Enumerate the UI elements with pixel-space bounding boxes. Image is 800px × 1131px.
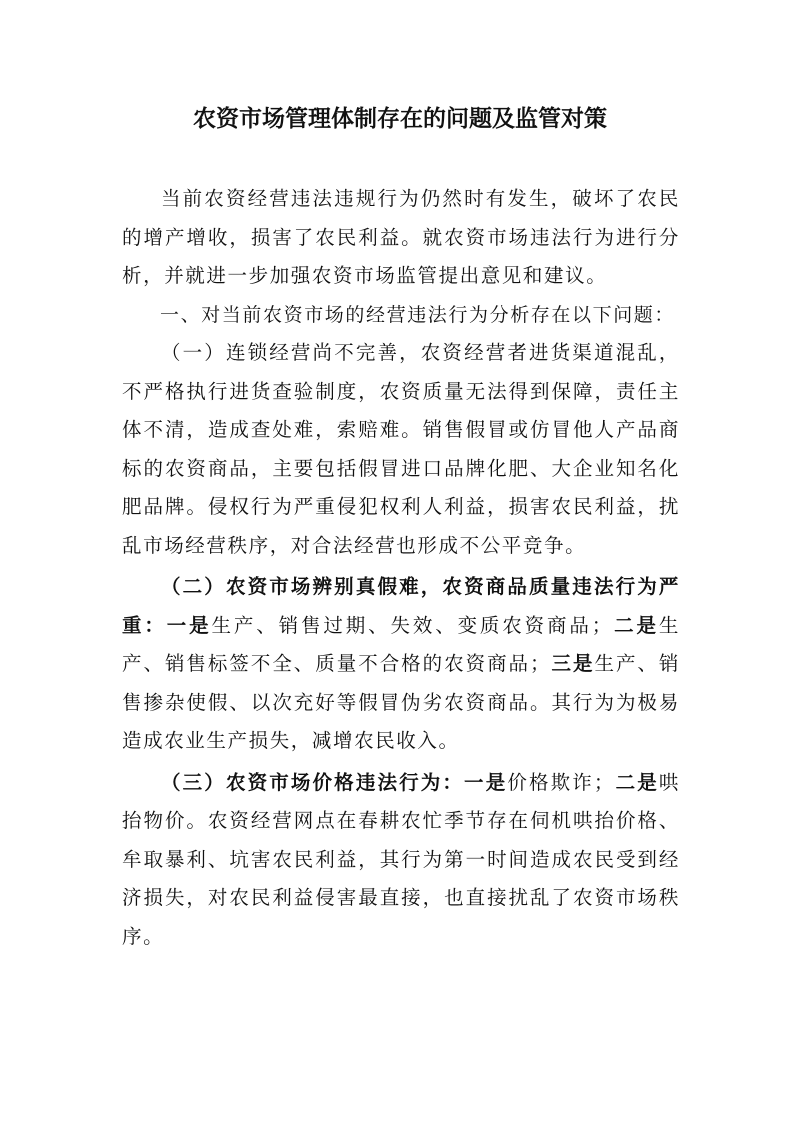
document-title: 农资市场管理体制存在的问题及监管对策 — [193, 106, 607, 132]
item-3-point-2-label: 二是 — [615, 770, 659, 794]
item-1-text: 连锁经营尚不完善，农资经营者进货渠道混乱，不严格执行进货查验制度，农资质量无法得到保障，责任主体不清，造成查处难，索赔难。销售假冒或仿冒他人产品商标的农资商品，主要包括假冒进口品牌化肥、大企业知名化肥品牌。侵权行为严重侵犯权利人利益，损害农民利益，扰乱市场经营秩序，对合法经营也形成不公平竞争。 — [122, 341, 680, 557]
document-body — [122, 180, 680, 956]
item-2-point-2-text: 生产、销售标签不全、质量不合格的农资商品； — [122, 613, 681, 675]
item-2-point-3-label: 三是 — [551, 652, 595, 675]
item-1-label: （一） — [161, 341, 226, 364]
intro-paragraph: 当前农资经营违法违规行为仍然时有发生，破坏了农民的增产增收，损害了农民利益。就农资市场违法行为进行分析，并就进一步加强农资市场监管提出意见和建议。 — [122, 187, 680, 287]
item-3-point-2-text: 哄抬物价。农资经营网点在春耕农忙季节存在伺机哄抬价格、牟取暴利、坑害农民利益，其行为第一时间造成农民受到经济损失，对农民利益侵害最直接，也直接扰乱了农资市场秩序。 — [122, 770, 680, 948]
item-2-point-2-label: 二是 — [612, 613, 659, 637]
section-heading: 一、对当前农资市场的经营违法行为分析存在以下问题： — [160, 303, 676, 326]
item-3-heading: （三）农资市场价格违法行为： — [161, 770, 465, 794]
item-3-point-1-label: 一是 — [464, 770, 508, 794]
item-2-heading: （二）农资市场辨别真假难，农资商品质量违法行为严重： — [122, 575, 680, 637]
item-1-paragraph — [122, 334, 680, 565]
item-3-paragraph — [122, 764, 680, 957]
item-3-point-1-text: 价格欺诈； — [507, 770, 616, 794]
item-2-point-1-text: 生产、销售过期、失效、变质农资商品； — [211, 613, 613, 637]
item-2-paragraph — [122, 568, 680, 761]
item-2-point-3-text: 生产、销售掺杂使假、以次充好等假冒伪劣农资商品。其行为为极易造成农业生产损失，减增农民收入。 — [122, 652, 680, 752]
item-2-point-1-label: 一是 — [166, 613, 212, 637]
